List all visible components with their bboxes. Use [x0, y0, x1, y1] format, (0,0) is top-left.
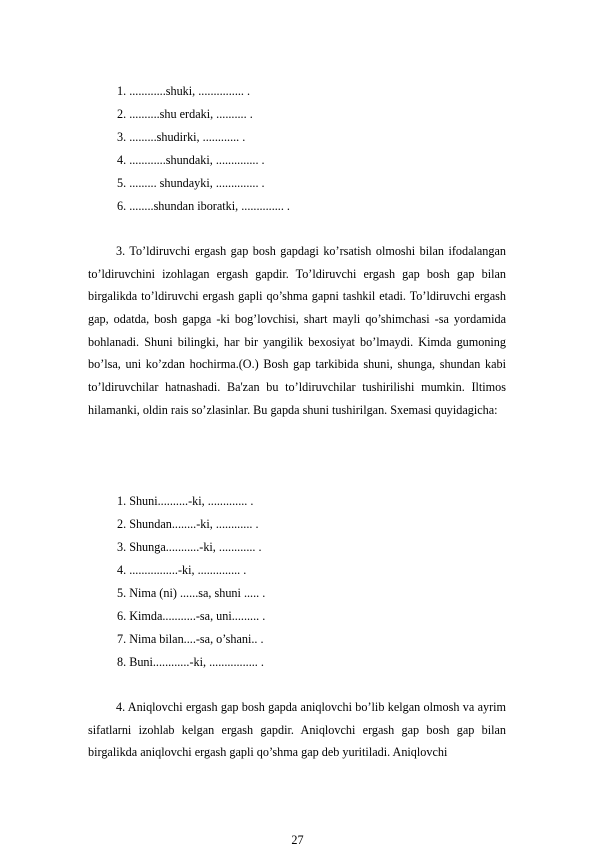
list2-item: 7. Nima bilan....-sa, o’shani.. .: [117, 632, 264, 646]
list2-item: 1. Shuni..........-ki, ............. .: [117, 494, 254, 508]
list1-item: 6. ........shundan iboratki, .............. .: [117, 199, 290, 213]
paragraph-aniqlovchi: 4. Aniqlovchi ergash gap bosh gapda aniqlovchi bo’lib kelgan olmosh va ayrim sifatlarni izohlab kelgan ergash gapdir. Aniqlovchi ergash gap bosh gap bilan birgalikda aniqlovchi ergash gapli qo’shma gap deb yuritiladi. Aniqlovchi: [88, 700, 506, 760]
list1-item: 2. ..........shu erdaki, .......... .: [117, 107, 253, 121]
list2-item: 4. ................-ki, .............. .: [117, 563, 247, 577]
list2-item: 2. Shundan........-ki, ............ .: [117, 517, 259, 531]
list1-item: 3. .........shudirki, ............ .: [117, 130, 246, 144]
list2-item: 5. Nima (ni) ......sa, shuni ..... .: [117, 586, 266, 600]
list2-item: 6. Kimda...........-sa, uni......... .: [117, 609, 266, 623]
page-number: 27: [291, 833, 304, 847]
list1-item: 4. ............shundaki, .............. .: [117, 153, 265, 167]
paragraph-toldiruvchi: 3. To’ldiruvchi ergash gap bosh gapdagi ko’rsatish olmoshi bilan ifodalangan to’ldiruvchini izohlagan ergash gapdir. To’ldiruvchi ergash gap bosh gap bilan birgalikda to’ldiruvchi ergash gapli qo’shma gapni tashkil etadi. To’ldiruvchi ergash gap, odatda, bosh gapga -ki bog’lovchisi, shart mayli qo’shimchasi -sa yordamida bohlanadi. Shuni bilingki, har bir yangilik bexosiyat bo’lmaydi. Kimda gumoning bo’lsa, uni ko’zdan hochirma.(O.) Bosh gap tarkibida shuni, shunga, shundan kabi to’ldiruvchilar hatnashadi. Ba'zan bu to’ldiruvchilar tushirilishi mumkin. Iltimos hilamanki, oldin rais so’zlasinlar. Bu gapda shuni tushirilgan. Sxemasi quyidagicha:: [88, 244, 506, 417]
list2-item: 3. Shunga...........-ki, ............ .: [117, 540, 262, 554]
list1-item: 5. ......... shundayki, .............. .: [117, 176, 265, 190]
list2-item: 8. Buni............-ki, ................ .: [117, 655, 264, 669]
list1-item: 1. ............shuki, ............... .: [117, 84, 251, 98]
